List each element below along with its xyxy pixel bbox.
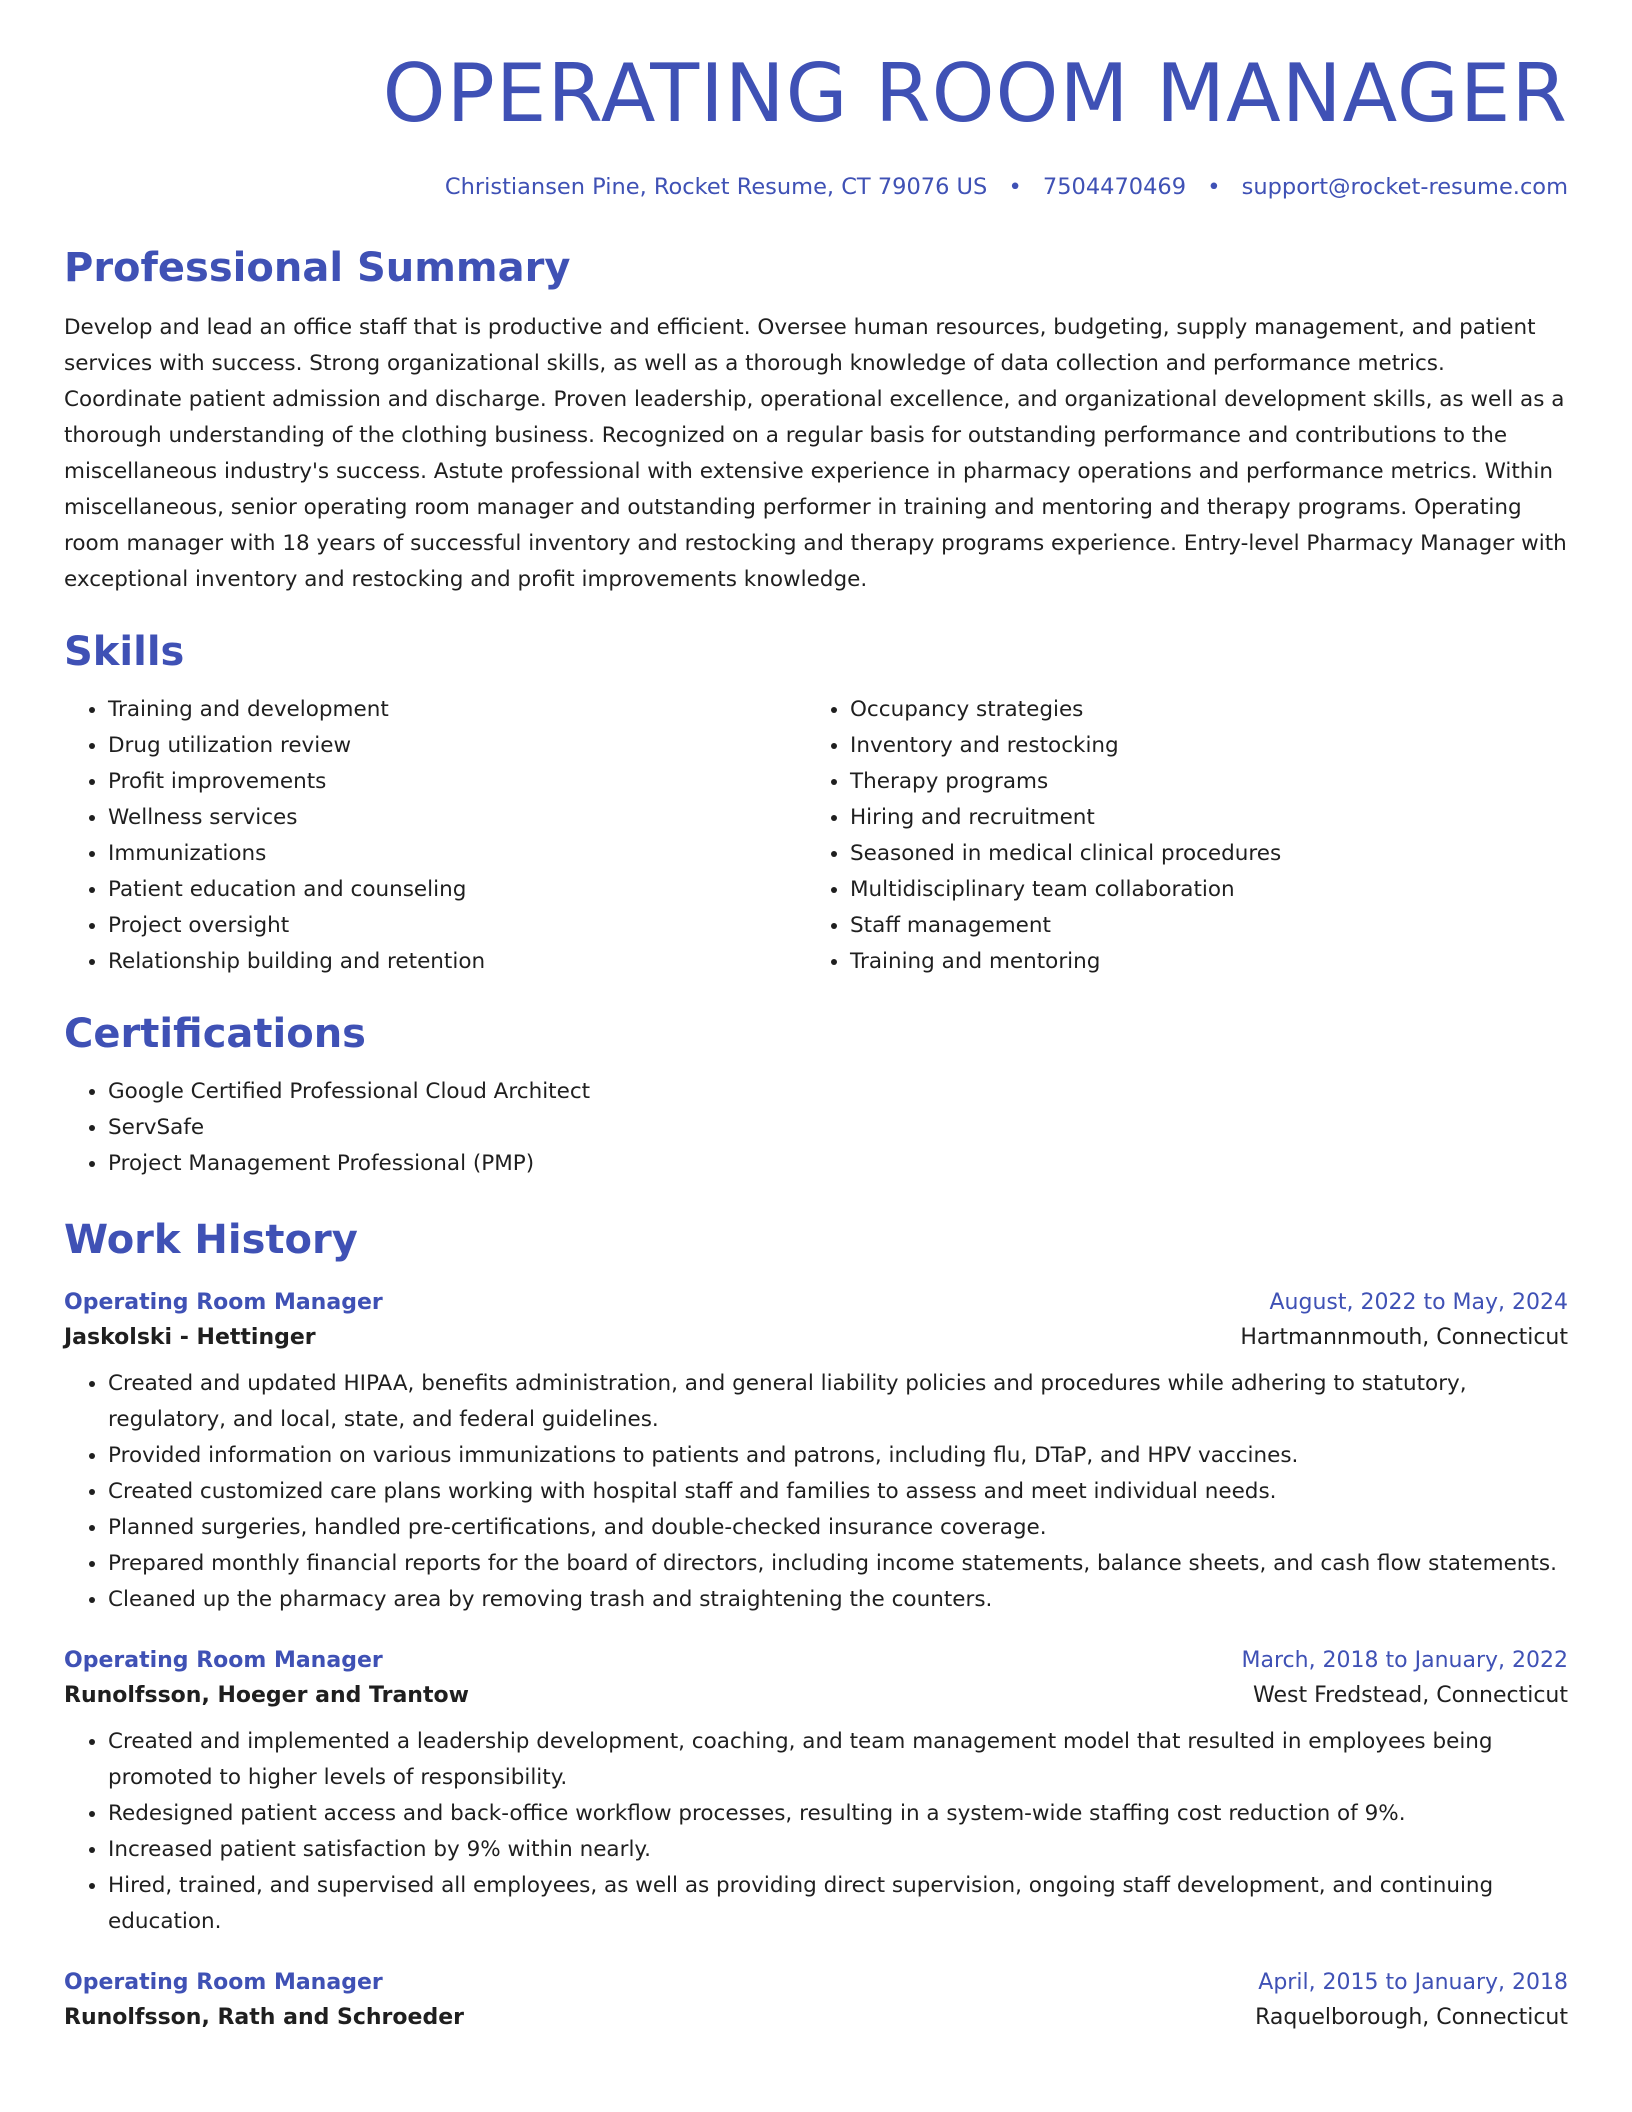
contact-separator: • xyxy=(1207,174,1221,200)
job-dates: March, 2018 to January, 2022 xyxy=(1241,1648,1568,1673)
job-duty: • Hired, trained, and supervised all employees, as well as providing direct supervision, ongoing staff development, and continuing education. xyxy=(108,1868,1568,1940)
skill-item: • Seasoned in medical clinical procedures xyxy=(850,836,1548,872)
skill-item: • Multidisciplinary team collaboration xyxy=(850,872,1548,908)
skill-item: • Patient education and counseling xyxy=(108,872,806,908)
certifications-list xyxy=(64,1074,1568,1182)
job-location: Hartmannmouth, Connecticut xyxy=(1240,1325,1568,1350)
skill-item: • Hiring and recruitment xyxy=(850,800,1548,836)
job-entry xyxy=(64,1290,1568,1618)
certification-item: • ServSafe xyxy=(108,1110,1568,1146)
job-title-row xyxy=(64,1970,1568,1995)
job-title-row xyxy=(64,1290,1568,1315)
job-duties-list xyxy=(64,1724,1568,1940)
summary-heading: Professional Summary xyxy=(64,245,571,291)
contact-line xyxy=(64,174,1568,200)
job-employer-row xyxy=(64,2005,1568,2030)
job-duty: • Planned surgeries, handled pre-certifications, and double-checked insurance coverage. xyxy=(108,1510,1568,1546)
skill-item: • Training and mentoring xyxy=(850,944,1548,980)
skill-item: • Immunizations xyxy=(108,836,806,872)
summary-text: Develop and lead an office staff that is productive and efficient. Oversee human resources, budgeting, supply management, and patient services with success. Strong organizational skills, as well as a thorough knowledge of data collection and performance metrics. Coordinate patient admission and discharge. Proven leadership, operational excellence, and organizational development skills, as well as a thorough understanding of the clothing business. Recognized on a regular basis for outstanding performance and contributions to the miscellaneous industry's success. Astute professional with extensive experience in pharmacy operations and performance metrics. Within miscellaneous, senior operating room manager and outstanding performer in training and mentoring and therapy programs. Operating room manager with 18 years of successful inventory and restocking and therapy programs experience. Entry-level Pharmacy Manager with exceptional inventory and restocking and profit improvements knowledge. xyxy=(64,315,1567,592)
skill-item: • Training and development xyxy=(108,692,806,728)
job-title: Operating Room Manager xyxy=(64,1648,383,1673)
contact-address: Christiansen Pine, Rocket Resume, CT 79076 US xyxy=(444,174,988,200)
certification-item: • Project Management Professional (PMP) xyxy=(108,1146,1568,1182)
contact-email: support@rocket-resume.com xyxy=(1241,174,1568,200)
job-entry xyxy=(64,1648,1568,1940)
skill-item: • Occupancy strategies xyxy=(850,692,1548,728)
job-duty: • Created and updated HIPAA, benefits administration, and general liability policies and procedures while adhering to statutory, regulatory, and local, state, and federal guidelines. xyxy=(108,1366,1568,1438)
contact-separator: • xyxy=(1008,174,1022,200)
skill-item: • Relationship building and retention xyxy=(108,944,806,980)
job-employer: Jaskolski - Hettinger xyxy=(64,1325,316,1350)
certifications-heading: Certifications xyxy=(64,1011,366,1057)
job-employer-row xyxy=(64,1325,1568,1350)
job-employer-row xyxy=(64,1683,1568,1708)
skill-item: • Staff management xyxy=(850,908,1548,944)
skills-columns xyxy=(64,692,1568,980)
job-title: Operating Room Manager xyxy=(64,1970,383,1995)
job-location: West Fredstead, Connecticut xyxy=(1253,1683,1568,1708)
certification-item: • Google Certified Professional Cloud Architect xyxy=(108,1074,1568,1110)
skills-list-left xyxy=(64,692,806,980)
work-history-heading: Work History xyxy=(64,1217,358,1263)
job-employer: Runolfsson, Rath and Schroeder xyxy=(64,2005,464,2030)
job-location: Raquelborough, Connecticut xyxy=(1255,2005,1568,2030)
job-employer: Runolfsson, Hoeger and Trantow xyxy=(64,1683,469,1708)
job-duty: • Cleaned up the pharmacy area by removing trash and straightening the counters. xyxy=(108,1582,1568,1618)
job-dates: August, 2022 to May, 2024 xyxy=(1269,1290,1568,1315)
job-duty: • Increased patient satisfaction by 9% within nearly. xyxy=(108,1832,1568,1868)
job-title-row xyxy=(64,1648,1568,1673)
job-entry xyxy=(64,1970,1568,2030)
skill-item: • Inventory and restocking xyxy=(850,728,1548,764)
skill-item: • Wellness services xyxy=(108,800,806,836)
skill-item: • Project oversight xyxy=(108,908,806,944)
resume-name-heading: OPERATING ROOM MANAGER xyxy=(382,47,1568,140)
job-duty: • Created and implemented a leadership development, coaching, and team management model that resulted in employees being promoted to higher levels of responsibility. xyxy=(108,1724,1568,1796)
skills-list-right xyxy=(806,692,1548,980)
job-duty: • Provided information on various immunizations to patients and patrons, including flu, DTaP, and HPV vaccines. xyxy=(108,1438,1568,1474)
skill-item: • Drug utilization review xyxy=(108,728,806,764)
job-dates: April, 2015 to January, 2018 xyxy=(1258,1970,1568,1995)
skills-heading: Skills xyxy=(64,629,185,675)
job-duty: • Prepared monthly financial reports for the board of directors, including income statements, balance sheets, and cash flow statements. xyxy=(108,1546,1568,1582)
job-title: Operating Room Manager xyxy=(64,1290,383,1315)
contact-phone: 7504470469 xyxy=(1042,174,1187,200)
job-duty: • Redesigned patient access and back-office workflow processes, resulting in a system-wide staffing cost reduction of 9%. xyxy=(108,1796,1568,1832)
job-duties-list xyxy=(64,1366,1568,1618)
skill-item: • Profit improvements xyxy=(108,764,806,800)
resume-page xyxy=(64,0,1568,2030)
skill-item: • Therapy programs xyxy=(850,764,1548,800)
job-duty: • Created customized care plans working with hospital staff and families to assess and meet individual needs. xyxy=(108,1474,1568,1510)
